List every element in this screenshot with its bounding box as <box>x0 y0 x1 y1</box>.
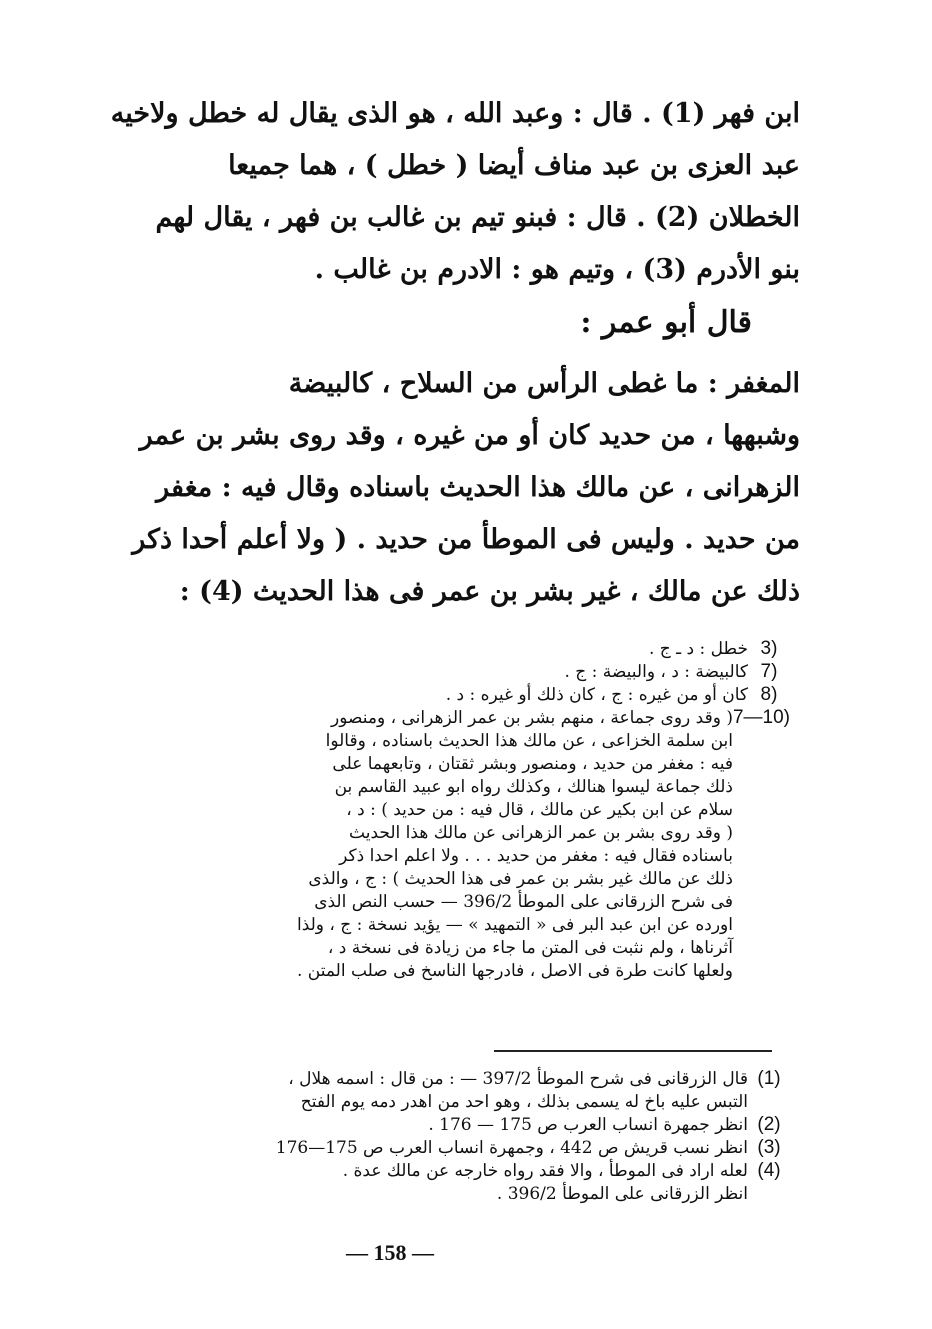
note-text-line: ولعلها كانت طرة فى الاصل ، فادرجها الناسخ فى صلب المتن . <box>296 961 733 981</box>
note-text-line: كان أو من غيره : ج ، كان ذلك أو غيره : د . <box>445 685 748 705</box>
note-text-line: آثرناها ، ولم نثبت فى المتن ما جاء من زيادة فى نسخة د ، <box>327 938 733 958</box>
footnote <box>100 1137 790 1160</box>
variant-note <box>100 684 790 707</box>
text-line: ذلك عن مالك ، غير بشر بن عمر فى هذا الحديث (4) : <box>179 576 800 607</box>
footnote-number: (3) <box>757 1137 781 1158</box>
footnote-number: (2) <box>757 1114 781 1135</box>
note-text-line: كالبيضة : د ، والبيضة : ج . <box>564 662 748 682</box>
footnote <box>100 1068 790 1114</box>
note-text-line: ذلك عن مالك غير بشر بن عمر فى هذا الحديث ) : ج ، والذى <box>308 869 733 889</box>
text-line: الزهرانى ، عن مالك هذا الحديث باسناده وقال فيه : مغفر <box>156 472 800 503</box>
footnotes <box>100 1068 790 1206</box>
note-text-line: خطل : د ـ ج . <box>648 639 748 659</box>
footnote <box>100 1160 790 1206</box>
page-number: — 158 — <box>346 1240 434 1265</box>
variant-notes <box>100 638 790 983</box>
note-text-line: فى شرح الزرقانى على الموطأ 396/2 — حسب النص الذى <box>314 892 733 912</box>
note-text-line: ( وقد روى بشر بن عمر الزهرانى عن مالك هذا الحديث <box>349 823 733 843</box>
variant-note <box>100 661 790 684</box>
text-line: بنو الأدرم (3) ، وتيم هو : الادرم بن غالب . <box>314 254 800 285</box>
section-heading: قال أبو عمر : <box>580 305 752 340</box>
variant-note <box>100 707 790 983</box>
note-text-line: فيه : مغفر من حديد ، ومنصور وبشر ثقتان ، وتابعهما على <box>332 754 733 774</box>
note-line-ref: 7—10) <box>732 707 790 728</box>
note-line-ref: 7) <box>760 661 778 682</box>
text-line: عبد العزى بن عبد مناف أيضا ( خطل ) ، هما جميعا <box>228 150 800 181</box>
text-line: ابن فهر (1) . قال : وعبد الله ، هو الذى يقال له خطل ولاخيه <box>110 98 800 129</box>
text-line: الخطلان (2) . قال : فبنو تيم بن غالب بن فهر ، يقال لهم <box>155 202 800 233</box>
footnote-text-line: انظر الزرقانى على الموطأ 396/2 . <box>496 1184 748 1204</box>
footnote-text-line: انظر نسب قريش ص 442 ، وجمهرة انساب العرب ص 175—176 <box>275 1138 748 1158</box>
note-text-line: باسناده فقال فيه : مغفر من حديد . . . ولا اعلم احدا ذكر <box>339 846 733 866</box>
footnote-text-line: التبس عليه باخ له يسمى بذلك ، وهو احد من اهدر دمه يوم الفتح <box>300 1092 748 1112</box>
note-text-line: ذلك جماعة ليسوا هنالك ، وكذلك رواه ابو عبيد القاسم بن <box>334 777 733 797</box>
footnote-text-line: انظر جمهرة انساب العرب ص 175 — 176 . <box>428 1115 748 1135</box>
note-line-ref: 8) <box>760 684 778 705</box>
main-paragraph-1 <box>110 88 800 296</box>
text-line: وشبهها ، من حديد كان أو من غيره ، وقد روى بشر بن عمر <box>139 420 800 451</box>
footnote-text-line: لعله اراد فى الموطأ ، والا فقد رواه خارجه عن مالك عدة . <box>342 1161 748 1181</box>
text-line: من حديد . وليس فى الموطأ من حديد . ( ولا أعلم أحدا ذكر <box>132 524 800 555</box>
footnote-number: (1) <box>757 1068 781 1089</box>
note-text-line: اورده عن ابن عبد البر فى « التمهيد » — يؤيد نسخة : ج ، ولذا <box>296 915 733 935</box>
footnote-text-line: قال الزرقانى فى شرح الموطأ 397/2 — : من قال : اسمه هلال ، <box>288 1069 748 1089</box>
note-text-line: ( وقد روى جماعة ، منهم بشر بن عمر الزهرانى ، ومنصور <box>331 708 733 728</box>
footnote-divider <box>494 1050 772 1052</box>
variant-note <box>100 638 790 661</box>
footnote <box>100 1114 790 1137</box>
note-text-line: سلام عن ابن بكير عن مالك ، قال فيه : من حديد ) : د ، <box>346 800 733 820</box>
main-paragraph-2 <box>110 358 800 618</box>
note-line-ref: 3) <box>760 638 778 659</box>
note-text-line: ابن سلمة الخزاعى ، عن مالك هذا الحديث باسناده ، وقالوا <box>325 731 733 751</box>
text-line: المغفر : ما غطى الرأس من السلاح ، كالبيضة <box>288 368 800 399</box>
footnote-number: (4) <box>757 1160 781 1181</box>
